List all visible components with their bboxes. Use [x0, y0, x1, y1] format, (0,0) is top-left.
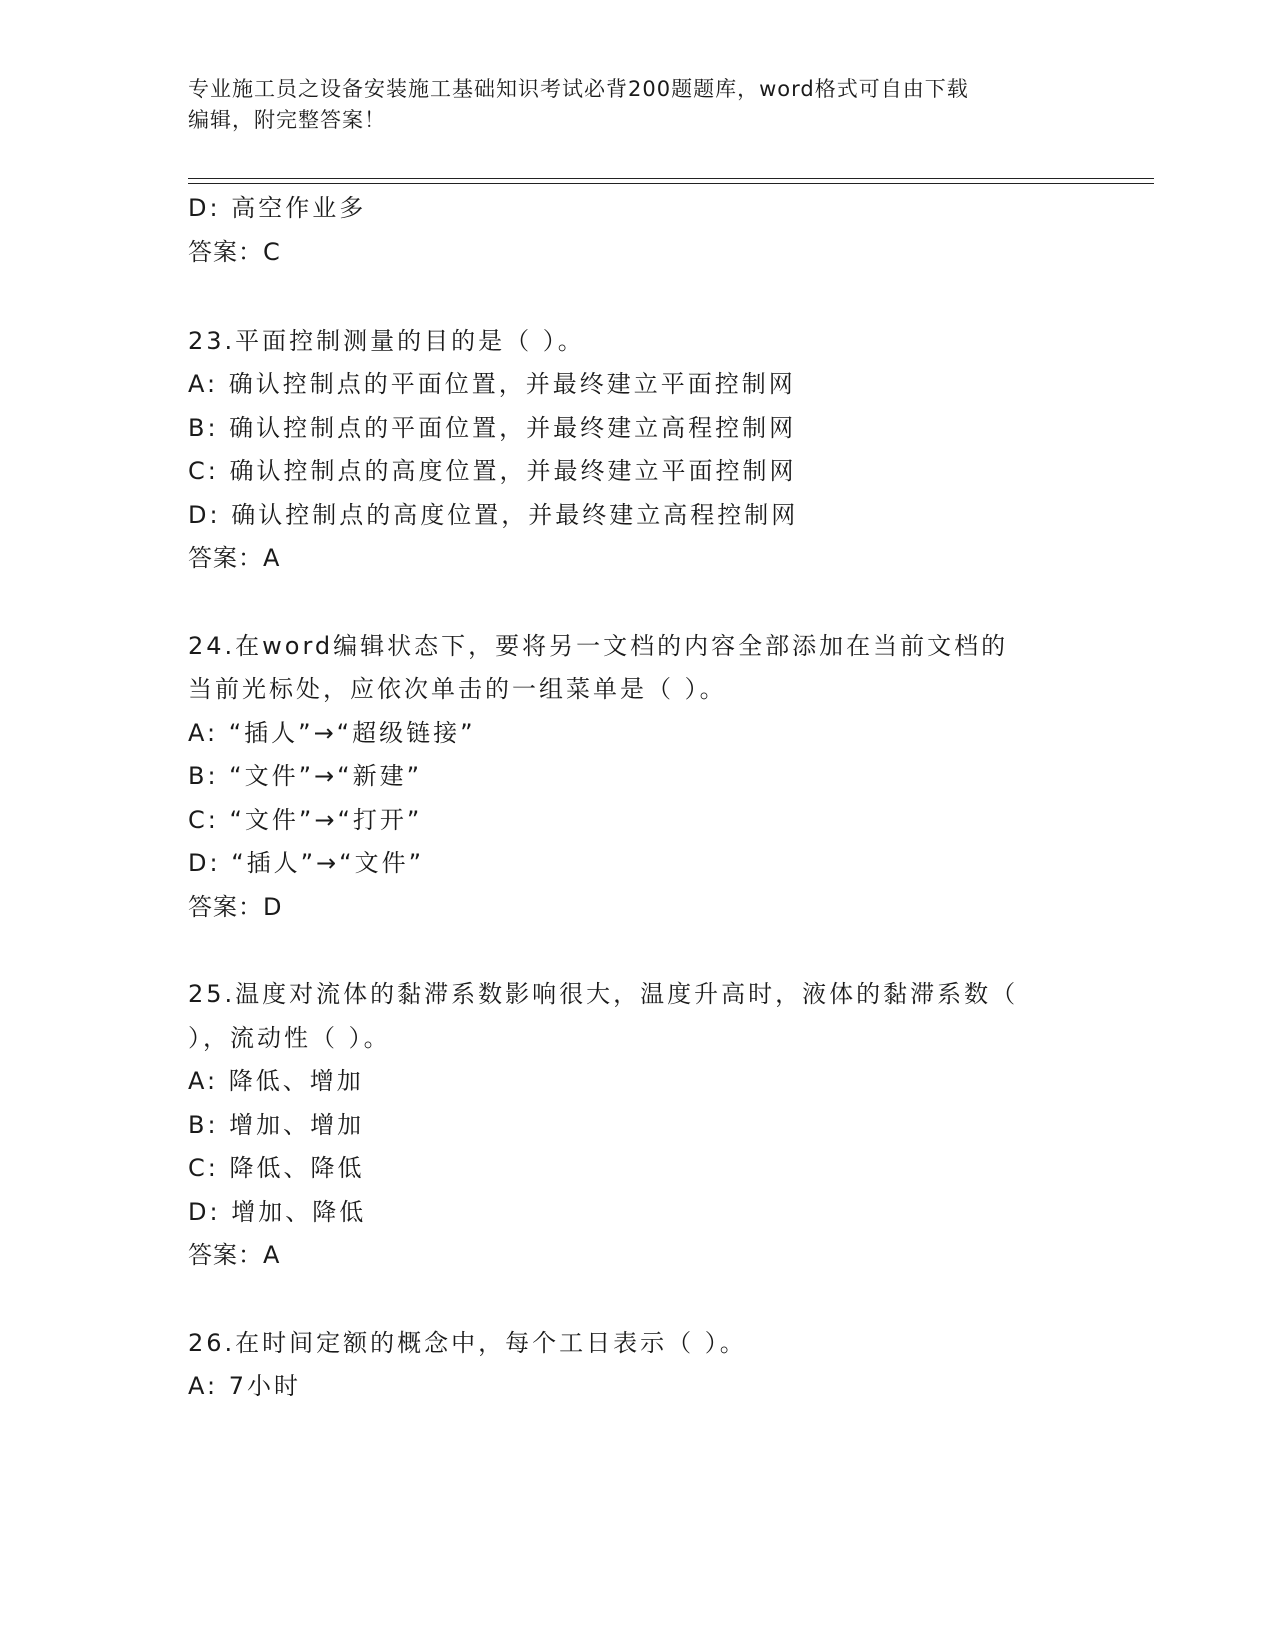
q24-stem-line2: 当前光标处，应依次单击的一组菜单是（ ）。	[188, 675, 727, 703]
q26-stem: 26.在时间定额的概念中，每个工日表示（ ）。	[188, 1329, 747, 1357]
q25-option-c: C: 降低、降低	[188, 1154, 365, 1182]
q25-option-d: D: 增加、降低	[188, 1198, 367, 1226]
q24-option-a: A: “插人”→“超级链接”	[188, 719, 476, 747]
header-title-line1: 专业施工员之设备安装施工基础知识考试必背200题题库，word格式可自由下载	[188, 77, 969, 101]
q24-option-d: D: “插人”→“文件”	[188, 849, 425, 877]
header-divider-bottom	[188, 183, 1154, 184]
document-header	[188, 74, 1088, 136]
q23-option-c: C: 确认控制点的高度位置，并最终建立平面控制网	[188, 457, 797, 485]
q22-option-d: D: 高空作业多	[188, 194, 367, 222]
q23-option-b: B: 确认控制点的平面位置，并最终建立高程控制网	[188, 414, 797, 442]
q25-answer: 答案：A	[188, 1241, 281, 1269]
header-title-line2: 编辑，附完整答案！	[188, 108, 386, 132]
q25-stem-line1: 25.温度对流体的黏滞系数影响很大，温度升高时，液体的黏滞系数（	[188, 980, 1019, 1008]
q23-answer: 答案：A	[188, 544, 281, 572]
q23-option-a: A: 确认控制点的平面位置，并最终建立平面控制网	[188, 370, 796, 398]
q24-option-c: C: “文件”→“打开”	[188, 806, 423, 834]
q24-answer: 答案：D	[188, 893, 283, 921]
q24-option-b: B: “文件”→“新建”	[188, 762, 423, 790]
q22-answer: 答案：C	[188, 238, 281, 266]
q25-option-a: A: 降低、增加	[188, 1067, 364, 1095]
header-divider-top	[188, 178, 1154, 179]
q24-stem-line1: 24.在word编辑状态下，要将另一文档的内容全部添加在当前文档的	[188, 632, 1009, 660]
q23-option-d: D: 确认控制点的高度位置，并最终建立高程控制网	[188, 501, 799, 529]
q23-stem: 23.平面控制测量的目的是（ ）。	[188, 327, 585, 355]
q25-option-b: B: 增加、增加	[188, 1111, 365, 1139]
q26-option-a: A: 7小时	[188, 1372, 301, 1400]
q25-stem-line2: ），流动性（ ）。	[188, 1024, 391, 1052]
